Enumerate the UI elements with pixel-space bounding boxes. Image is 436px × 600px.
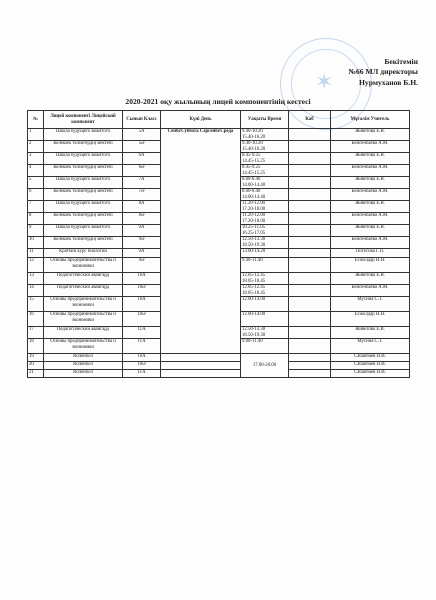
subject-cell: Келешек тәлімгердің мектебі [44, 141, 123, 153]
class-cell: 9Ә [123, 237, 161, 249]
time-cell: 9.40-11.40 [241, 258, 289, 273]
teacher-cell: Есжолдар Н.Н. [331, 258, 410, 273]
subject-cell: Келешек тәлімгердің мектебі [44, 213, 123, 225]
header-class: Сынып Класс [123, 111, 161, 129]
row-number: 17 [28, 327, 44, 339]
subject-cell: Школа будущего вожатого [44, 177, 123, 189]
cabinet-cell [289, 141, 331, 153]
class-cell: 8А [123, 201, 161, 213]
teacher-cell: Мусина С.Т. [331, 339, 410, 354]
teacher-cell: Бейсенбаева А.М. [331, 141, 410, 153]
class-cell: 7А [123, 177, 161, 189]
row-number: 9 [28, 225, 44, 237]
cabinet-cell [289, 201, 331, 213]
teacher-cell: Живетова Е.В. [331, 201, 410, 213]
class-cell: 8Ә [123, 213, 161, 225]
row-number: 8 [28, 213, 44, 225]
approval-line-3: Нурмуханов Б.Н. [359, 77, 418, 87]
row-number: 7 [28, 201, 44, 213]
teacher-cell: Живетова Е.В. [331, 225, 410, 237]
class-cell: 11А [123, 327, 161, 339]
teacher-cell: Сабанбаев Н.И. [331, 362, 410, 370]
teacher-cell: Сабанбаев Н.И. [331, 370, 410, 378]
schedule-body [28, 129, 410, 378]
class-cell: 6А [123, 153, 161, 165]
teacher-cell: Потесова Г.П. [331, 249, 410, 258]
class-cell: 10Ә [123, 362, 161, 370]
cabinet-cell [289, 165, 331, 177]
cabinet-cell [289, 237, 331, 249]
time-cell: 12.00-14.00 [241, 297, 289, 312]
day-cell: Сенбі/Суббота Сәрсенбі/Среда [161, 129, 241, 354]
time-cell: 12.50-13.30 18.50-19.30 [241, 327, 289, 339]
header-cab: Каб [289, 111, 331, 129]
class-cell: 10А [123, 297, 161, 312]
cabinet-cell [289, 177, 331, 189]
subject-cell: Основы предпринимательства и экономики [44, 258, 123, 273]
cabinet-cell [289, 189, 331, 201]
subject-cell: Педагогический авангард [44, 273, 123, 285]
document-title: 2020-2021 оқу жылының лицей компонентінің кестесі [125, 97, 311, 106]
class-cell: 11А [123, 339, 161, 354]
table-row [28, 362, 410, 370]
header-day: Күні День [161, 111, 241, 129]
row-number: 3 [28, 153, 44, 165]
table-row [28, 129, 410, 141]
teacher-cell: Живетова Е.В. [331, 273, 410, 285]
row-number: 19 [28, 354, 44, 362]
teacher-cell: Бейсенбаева А.М. [331, 213, 410, 225]
row-number: 4 [28, 165, 44, 177]
class-cell: 10А [123, 273, 161, 285]
class-cell: 7Ә [123, 189, 161, 201]
row-number: 21 [28, 370, 44, 378]
approval-line-1: Бекітемін [384, 57, 418, 66]
time-cell: 12.05-12.45 18.05-18.45 [241, 273, 289, 285]
header-num: № [28, 111, 44, 129]
teacher-cell: Живетова Е.В. [331, 177, 410, 189]
subject-cell: Волейбол [44, 362, 123, 370]
class-cell: 9А [123, 225, 161, 237]
row-number: 16 [28, 312, 44, 327]
row-number: 18 [28, 339, 44, 354]
time-cell: 10.25-11.05 16.25-17.05 [241, 225, 289, 237]
teacher-cell: Бейсенбаева А.М. [331, 189, 410, 201]
class-cell: 9Ә [123, 258, 161, 273]
time-cell: 13.00-14.20 [241, 249, 289, 258]
cabinet-cell [289, 225, 331, 237]
day-cell-empty [161, 370, 241, 378]
time-cell: 12.05-12.45 18.05-18.45 [241, 285, 289, 297]
cabinet-cell [289, 258, 331, 273]
table-row [28, 370, 410, 378]
teacher-cell: Бейсенбаева А.М. [331, 165, 410, 177]
cabinet-cell [289, 297, 331, 312]
teacher-cell: Сабанбаев Н.И. [331, 354, 410, 362]
subject-cell: Педагогический авангард [44, 327, 123, 339]
schedule-table [27, 110, 410, 378]
row-number: 6 [28, 189, 44, 201]
class-cell: 5Ә [123, 141, 161, 153]
teacher-cell: Живетова Е.В. [331, 153, 410, 165]
time-cell: 11.20-12.00 17.20-18.00 [241, 201, 289, 213]
row-number: 2 [28, 141, 44, 153]
row-number: 20 [28, 362, 44, 370]
teacher-cell: Живетова Е.В. [331, 129, 410, 141]
subject-cell: Келешек тәлімгердің мектебі [44, 165, 123, 177]
time-cell: 9.00-11.40 [241, 339, 289, 354]
cabinet-cell [289, 129, 331, 141]
subject-cell: Краткий курс биологии [44, 249, 123, 258]
subject-cell: Школа будущего вожатого [44, 225, 123, 237]
cabinet-cell [289, 213, 331, 225]
subject-cell: Келешек тәлімгердің мектебі [44, 189, 123, 201]
cabinet-cell [289, 153, 331, 165]
subject-cell: Основы предпринимательства и экономики [44, 312, 123, 327]
header-subject: Лицей компоненті Лицейский компонент [44, 111, 123, 129]
subject-cell: Основы предпринимательства и экономики [44, 339, 123, 354]
header-teacher: Мұғалім Учитель [331, 111, 410, 129]
teacher-cell: Бейсенбаева А.М. [331, 285, 410, 297]
header-row [28, 111, 410, 129]
subject-cell: Школа будущего вожатого [44, 201, 123, 213]
cabinet-cell [289, 327, 331, 339]
teacher-cell: Мусина С.Т. [331, 297, 410, 312]
cabinet-cell [289, 273, 331, 285]
class-cell: 10Ә [123, 285, 161, 297]
stamp-star-icon: ✶ [315, 69, 334, 94]
time-cell: 9.40-10.20 15.40-16.20 [241, 141, 289, 153]
time-cell: 8.45-9.25 14.45-15.25 [241, 165, 289, 177]
cabinet-cell [289, 370, 331, 378]
teacher-cell: Есжолдар Н.Н. [331, 312, 410, 327]
subject-cell: Педагогический авангард [44, 285, 123, 297]
approval-block [268, 57, 418, 88]
time-cell: 11.20-12.00 17.20-18.00 [241, 213, 289, 225]
class-cell: 9А [123, 249, 161, 258]
header-time: Уақыты Время [241, 111, 289, 129]
row-number: 13 [28, 273, 44, 285]
class-cell: 10Ә [123, 312, 161, 327]
time-cell: 9.40-10.20 15.40-16.20 [241, 129, 289, 141]
cabinet-cell [289, 362, 331, 370]
time-cell: 8.45-9.25 14.45-15.25 [241, 153, 289, 165]
row-number: 5 [28, 177, 44, 189]
subject-cell: Волейбол [44, 370, 123, 378]
day-cell-empty [161, 362, 241, 370]
cabinet-cell [289, 285, 331, 297]
row-number: 14 [28, 285, 44, 297]
subject-cell: Школа будущего вожатого [44, 153, 123, 165]
time-cell: 8.00-8.40 14.00-14.40 [241, 189, 289, 201]
table-row [28, 354, 410, 362]
cabinet-cell [289, 312, 331, 327]
cabinet-cell [289, 354, 331, 362]
subject-cell: Школа будущего вожатого [44, 129, 123, 141]
time-cell: 12.50-13.30 18.50-19.30 [241, 237, 289, 249]
teacher-cell: Бейсенбаева А.М. [331, 237, 410, 249]
subject-cell: Волейбол [44, 354, 123, 362]
day-cell-empty [161, 354, 241, 362]
time-cell: 8.00-8.40 14.00-14.40 [241, 177, 289, 189]
time-cell: 12.00-14.00 [241, 312, 289, 327]
class-cell: 11А [123, 370, 161, 378]
teacher-cell: Живетова Е.В. [331, 327, 410, 339]
subject-cell: Келешек тәлімгердің мектебі [44, 237, 123, 249]
cabinet-cell [289, 249, 331, 258]
row-number: 12 [28, 258, 44, 273]
row-number: 10 [28, 237, 44, 249]
row-number: 15 [28, 297, 44, 312]
row-number: 11 [28, 249, 44, 258]
approval-line-2: №66 МЛ директоры [348, 67, 418, 77]
class-cell: 6Ә [123, 165, 161, 177]
subject-cell: Основы предпринимательства и экономики [44, 297, 123, 312]
cabinet-cell [289, 339, 331, 354]
row-number: 1 [28, 129, 44, 141]
class-cell: 10А [123, 354, 161, 362]
time-cell: 17.00-20.00 [241, 354, 289, 378]
class-cell: 5А [123, 129, 161, 141]
